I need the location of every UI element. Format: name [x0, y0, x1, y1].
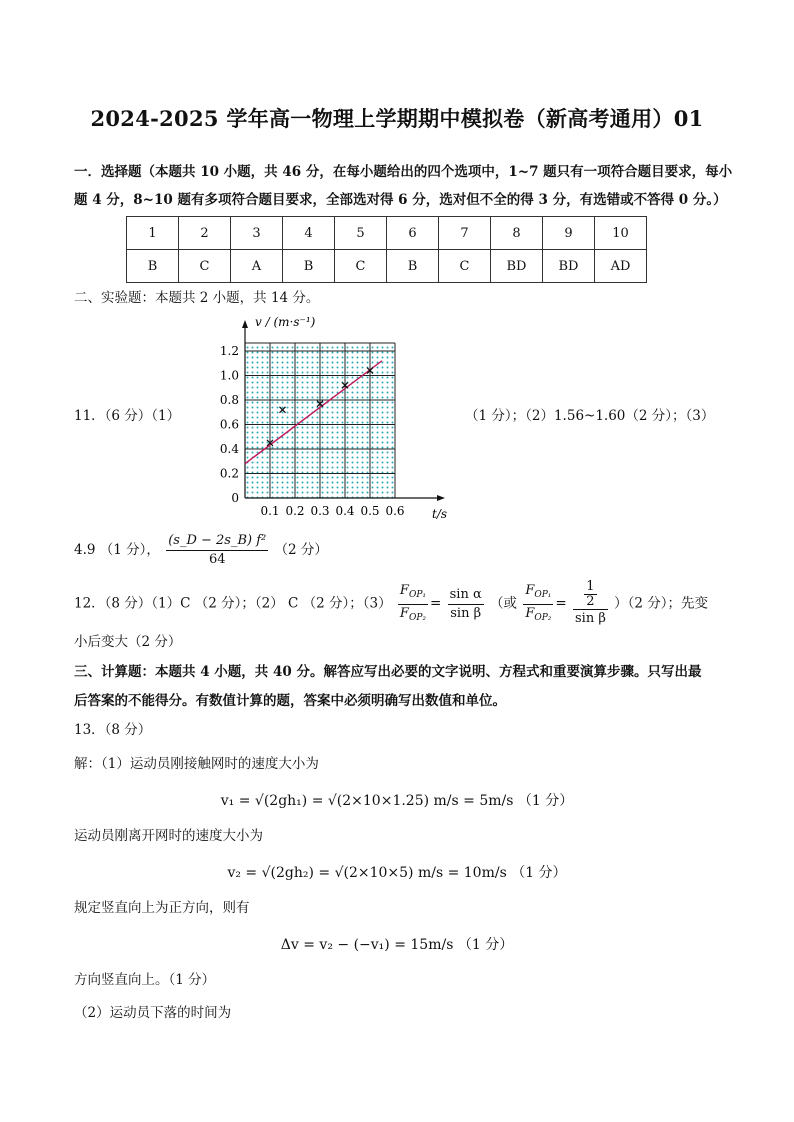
question-number-cell: 6: [387, 217, 439, 250]
answer-table-number-row: [127, 217, 647, 250]
y-tick-label: 1.0: [219, 368, 239, 383]
x-axis-label: t/s: [432, 507, 448, 521]
q11-fraction: [166, 532, 268, 569]
x-axis-arrow: [437, 495, 445, 501]
equation-1: v₁ = √(2gh₁) = √(2×10×1.25) m/s = 5m/s （1 分）: [220, 793, 574, 809]
q12-frac-force: [398, 582, 428, 627]
x-tick-label: 0.1: [260, 504, 280, 518]
q12-line2: 小后变大（2 分）: [74, 634, 182, 650]
f3-den-sub: OP₂: [534, 612, 552, 623]
question-number-cell: 8: [491, 217, 543, 250]
f1-num-sub: OP₁: [408, 589, 426, 600]
x-tick-label: 0.3: [310, 504, 330, 518]
f2-den: sin β: [450, 605, 482, 621]
q12-frac-force2: [523, 582, 553, 627]
question-number-cell: 3: [231, 217, 283, 250]
question-number-cell: 4: [283, 217, 335, 250]
f4-top: 1: [586, 579, 595, 594]
y-tick-label: 0.8: [219, 393, 239, 407]
section1-heading-line1: 一．选择题（本题共 10 小题，共 46 分，在每小题给出的四个选项中，1~7 题只有一项符合题目要求，每小: [74, 164, 733, 180]
q11-line2: [74, 532, 328, 569]
f4-den: sin β: [575, 611, 606, 626]
q13-text-2: 运动员刚离开网时的速度大小为: [74, 828, 263, 844]
q11-prefix: 11．（6 分）（1）: [74, 408, 181, 424]
question-number-cell: 7: [439, 217, 491, 250]
vt-graph: [200, 310, 460, 525]
equation-2: v₂ = √(2gh₂) = √(2×10×5) m/s = 10m/s （1 分）: [227, 865, 567, 881]
section1-heading-line2: 题 4 分，8~10 题有多项符合题目要求，全部选对得 6 分，选对但不全的得 3 分，有选错或不答得 0 分。）: [74, 192, 727, 208]
x-tick-label: 0.4: [335, 504, 355, 518]
question-number-cell: 2: [179, 217, 231, 250]
question-number-cell: 10: [595, 217, 647, 250]
f2-num: sin α: [448, 586, 484, 605]
answer-cell: AD: [595, 250, 647, 283]
section2-heading: 二、实验题：本题共 2 小题，共 14 分。: [74, 290, 320, 306]
answer-cell: B: [127, 250, 179, 283]
q13-text-5: （2）运动员下落的时间为: [74, 1005, 232, 1021]
y-tick-label: 0.4: [219, 442, 239, 456]
f1-den: F: [399, 605, 409, 621]
f3-num: F: [525, 582, 535, 598]
x-tick-label: 0.5: [360, 504, 380, 518]
q13-text-4: 方向竖直向上。（1 分）: [74, 972, 216, 988]
f1-num: F: [399, 582, 409, 598]
q12-frac-half: [573, 580, 608, 628]
answer-cell: BD: [543, 250, 595, 283]
q11-suffix: （1 分）；（2）1.56~1.60（2 分）；（3）: [465, 408, 715, 424]
answer-cell: BD: [491, 250, 543, 283]
section3-heading-line2: 后答案的不能得分。有数值计算的题，答案中必须明确写出数值和单位。: [74, 693, 506, 709]
answer-cell: C: [179, 250, 231, 283]
f1-den-sub: OP₂: [408, 612, 426, 623]
question-number-cell: 1: [127, 217, 179, 250]
f3-num-sub: OP₁: [534, 589, 552, 600]
q13-title: 13．（8 分）: [74, 722, 152, 738]
q13-solution-1: 解：（1）运动员刚接触网时的速度大小为: [74, 756, 319, 772]
answer-table: [126, 216, 647, 283]
answer-cell: C: [335, 250, 387, 283]
question-number-cell: 9: [543, 217, 595, 250]
section3-heading-line1: 三、计算题：本题共 4 小题，共 40 分。解答应写出必要的文字说明、方程式和重要演算步骤。只写出最: [74, 664, 702, 680]
q12-frac-sin: [448, 586, 484, 623]
answer-cell: A: [231, 250, 283, 283]
y-tick-label: 1.2: [219, 344, 239, 358]
y-tick-label: 0.6: [219, 417, 239, 432]
f4-mid: 2: [586, 594, 595, 609]
q11-fraction-num: (s_D − 2s_B) f²: [166, 532, 268, 551]
q12-a: 12．（8 分）（1）C （2 分）；（2） C （2 分）；（3）: [74, 595, 392, 612]
y-tick-label: 0.2: [219, 466, 239, 481]
answer-cell: B: [283, 250, 335, 283]
y-axis-arrow: [242, 320, 248, 328]
q11-line2-a: 4.9 （1 分），: [74, 542, 160, 558]
equation-3: Δv = v₂ − (−v₁) = 15m/s （1 分）: [280, 937, 514, 953]
q12-line1: 12．（8 分）（1）C （2 分）；（2） C （2 分）；（3） $\frac{F_{OP_1}}{F_{OP_2}}$ = $\frac{\text{sin α}}{\text{sin β}}$ （或 $\frac{F_{OP_1}}{F_{OP_2}}$ = $\frac{\frac{1}{2}}{\text{sin β}}$ ）（2 分）；先变: [74, 579, 709, 626]
q11-line2-b: （2 分）: [274, 542, 328, 558]
page-title: 2024-2025 学年高一物理上学期期中模拟卷（新高考通用）01: [90, 106, 704, 131]
x-tick-label: 0.6: [385, 504, 405, 518]
question-number-cell: 5: [335, 217, 387, 250]
y-tick-label: 0: [231, 491, 239, 505]
q13-text-3: 规定竖直向上为正方向，则有: [74, 900, 250, 916]
q11-fraction-den: 64: [208, 552, 226, 567]
answer-table-answer-row: [127, 250, 647, 283]
f3-den: F: [525, 605, 535, 621]
q12-c: ）（2 分）；先变: [614, 595, 709, 612]
answer-cell: C: [439, 250, 491, 283]
y-axis-label: v / (m·s⁻¹): [255, 315, 316, 329]
answer-cell: B: [387, 250, 439, 283]
x-tick-label: 0.2: [285, 504, 305, 518]
q12-b: （或: [490, 595, 518, 612]
